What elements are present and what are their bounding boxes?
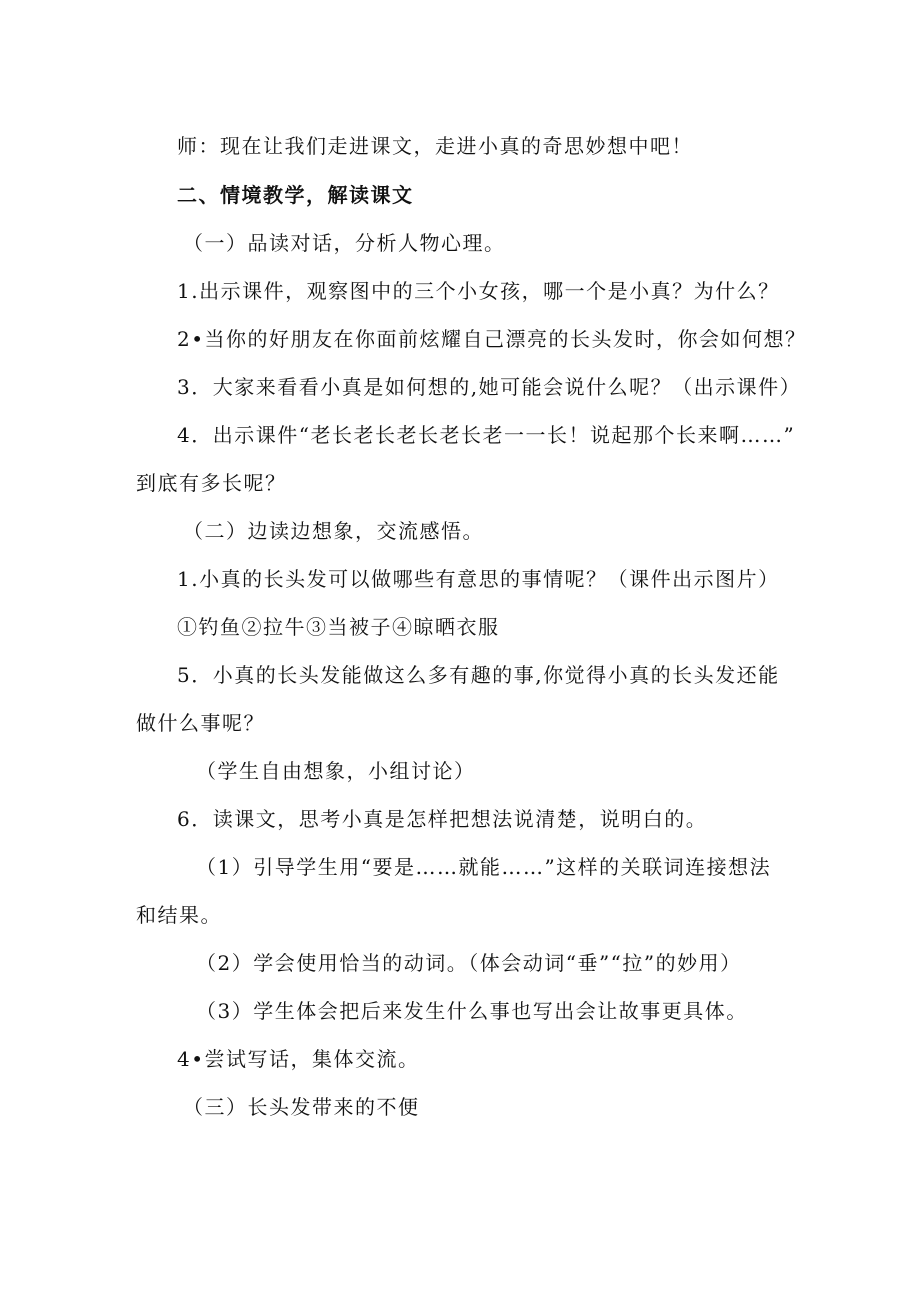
text-line: 到底有多长呢？ [136,471,287,495]
text-line: 5．小真的长头发能做这么多有趣的事,你觉得小真的长头发还能 [177,663,780,687]
text-line: （3）学生体会把后来发生什么事也写出会让故事更具体。 [196,999,748,1023]
text-line: 6．读课文，思考小真是怎样把想法说清楚，说明白的。 [177,807,708,831]
text-line: 4•尝试写话，集体交流。 [177,1047,420,1071]
text-line: （1）引导学生用“要是……就能……”这样的关联词连接想法 [196,855,772,879]
text-line: 和结果。 [136,903,222,927]
text-line: ①钓鱼②拉牛③当被子④晾晒衣服 [177,615,500,639]
text-line: 1.出示课件，观察图中的三个小女孩，哪一个是小真？为什么？ [177,279,780,303]
subsection-heading: （二）边读边想象，交流感悟。 [183,519,484,543]
text-line: （学生自由想象，小组讨论） [196,759,476,783]
text-line: 3．大家来看看小真是如何想的,她可能会说什么呢？（出示课件） [177,375,802,399]
text-line: 1.小真的长头发可以做哪些有意思的事情呢？（课件出示图片） [177,567,780,591]
subsection-heading: （一）品读对话，分析人物心理。 [183,231,506,255]
subsection-heading: （三）长头发带来的不便 [183,1095,420,1119]
text-line: 2•当你的好朋友在你面前炫耀自己漂亮的长头发时，你会如何想？ [177,327,807,351]
text-line: 4．出示课件“老长老长老长老长老一一长！说起那个长来啊……” [177,423,796,447]
text-line: 师：现在让我们走进课文，走进小真的奇思妙想中吧！ [177,134,693,158]
text-line: （2）学会使用恰当的动词。（体会动词“垂”“拉”的妙用） [196,951,742,975]
text-line: 做什么事呢？ [136,711,265,735]
section-heading: 二、情境教学，解读课文 [177,183,414,207]
